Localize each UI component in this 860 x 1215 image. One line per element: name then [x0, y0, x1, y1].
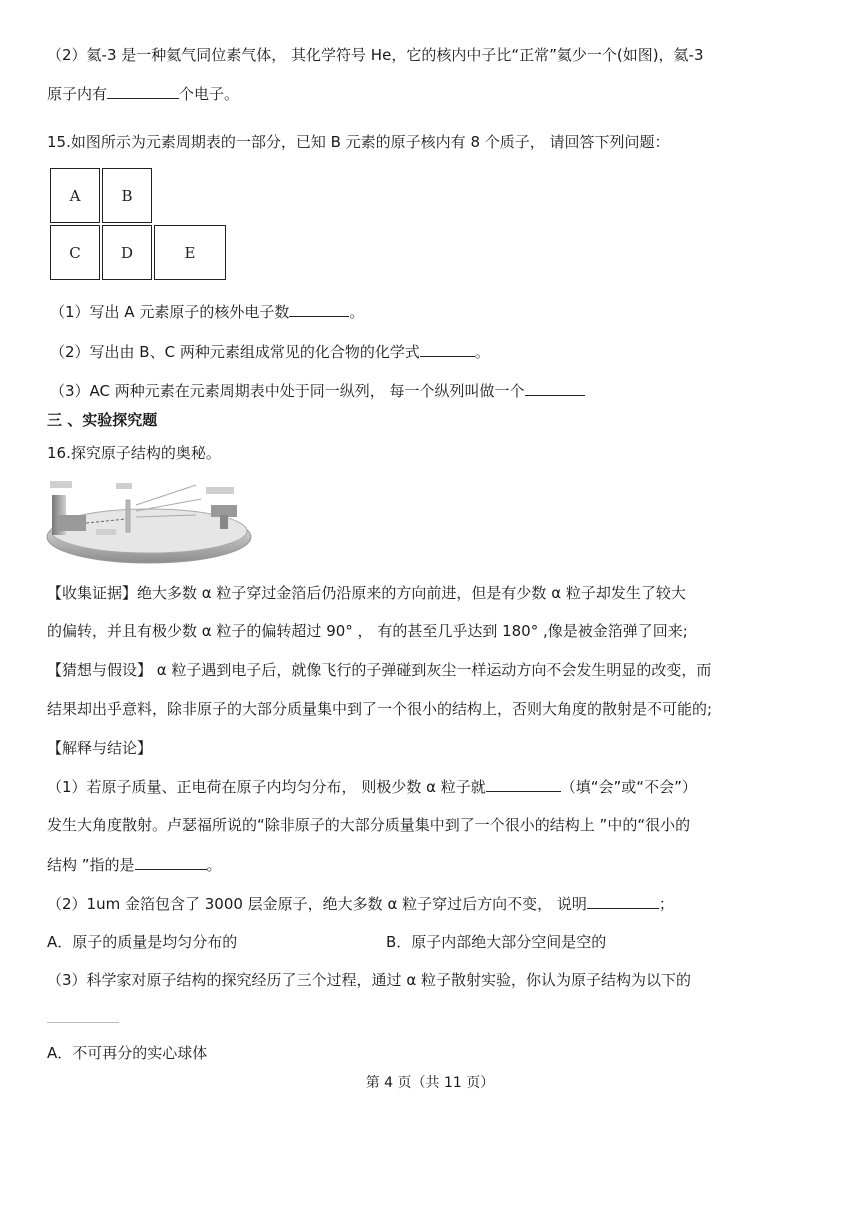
answer-blank[interactable] [107, 82, 179, 99]
q16-option-a2: A．不可再分的实心球体 [47, 1044, 208, 1062]
q16-sub3: （3）科学家对原子结构的探究经历了三个过程，通过 α 粒子散射实验，你认为原子结构为以下的 [47, 971, 691, 989]
q16-sub2: （2）1um 金箔包含了 3000 层金原子，绝大多数 α 粒子穿过后方向不变， 说明 ； [47, 892, 674, 915]
q14-2-line2: 原子内有 个电子。 [47, 82, 239, 105]
periodic-table-fragment [50, 168, 226, 284]
answer-blank[interactable] [47, 1022, 119, 1023]
answer-blank[interactable] [289, 300, 349, 317]
q16-sub1-line2: 发生大角度散射。卢瑟福所说的“除非原子的大部分质量集中到了一个很小的结构上 ”中的“很小的 [47, 816, 691, 834]
q16-evidence-line2: 的偏转，并且有极少数 α 粒子的偏转超过 90° ， 有的甚至几乎达到 180° ,像是被金箔弹了回来; [47, 622, 688, 640]
q16-stem: 16.探究原子结构的奥秘。 [47, 444, 221, 462]
q16-sub1-line1: （1）若原子质量、正电荷在原子内均匀分布， 则极少数 α 粒子就 （填“会”或“不会”） [47, 775, 697, 798]
q15-stem: 15.如图所示为元素周期表的一部分，已知 B 元素的原子核内有 8 个质子， 请回答下列问题： [47, 133, 670, 151]
answer-blank[interactable] [135, 853, 207, 870]
q16-evidence-line1: 【收集证据】绝大多数 α 粒子穿过金箔后仍沿原来的方向前进，但是有少数 α 粒子却发生了较大 [47, 584, 686, 602]
answer-blank[interactable] [525, 379, 585, 396]
q16-option-b: B．原子内部绝大部分空间是空的 [386, 933, 607, 951]
cell-b: B [102, 168, 152, 223]
q15-sub2: （2）写出由 B、C 两种元素组成常见的化合物的化学式 。 [50, 340, 490, 363]
q15-sub1: （1）写出 A 元素原子的核外电子数 。 [50, 300, 364, 323]
cell-e: E [154, 225, 226, 280]
answer-blank[interactable] [587, 892, 659, 909]
q14-2-line1: （2）氦-3 是一种氦气同位素气体， 其化学符号 He，它的核内中子比“正常”氦少一个(如图)，氦-3 [47, 46, 704, 64]
q16-option-a: A．原子的质量是均匀分布的 [47, 933, 238, 951]
cell-d: D [102, 225, 152, 280]
answer-blank[interactable] [420, 340, 475, 357]
answer-blank[interactable] [486, 775, 561, 792]
q16-hypothesis-line2: 结果却出乎意料，除非原子的大部分质量集中到了一个很小的结构上，否则大角度的散射是不可能的; [47, 700, 713, 718]
cell-c: C [50, 225, 100, 280]
cell-a: A [50, 168, 100, 223]
q16-sub1-line3: 结构 ”指的是 。 [47, 853, 222, 876]
alpha-scattering-apparatus-figure [46, 475, 252, 567]
q16-explanation-heading: 【解释与结论】 [47, 739, 153, 757]
section-heading: 三 、实验探究题 [47, 411, 158, 429]
page-footer: 第 4 页（共 11 页） [365, 1075, 495, 1091]
q16-hypothesis-line1: 【猜想与假设】 α 粒子遇到电子后，就像飞行的子弹碰到灰尘一样运动方向不会发生明显的改变，而 [47, 661, 712, 679]
q15-sub3: （3）AC 两种元素在元素周期表中处于同一纵列， 每一个纵列叫做一个 [50, 379, 585, 402]
